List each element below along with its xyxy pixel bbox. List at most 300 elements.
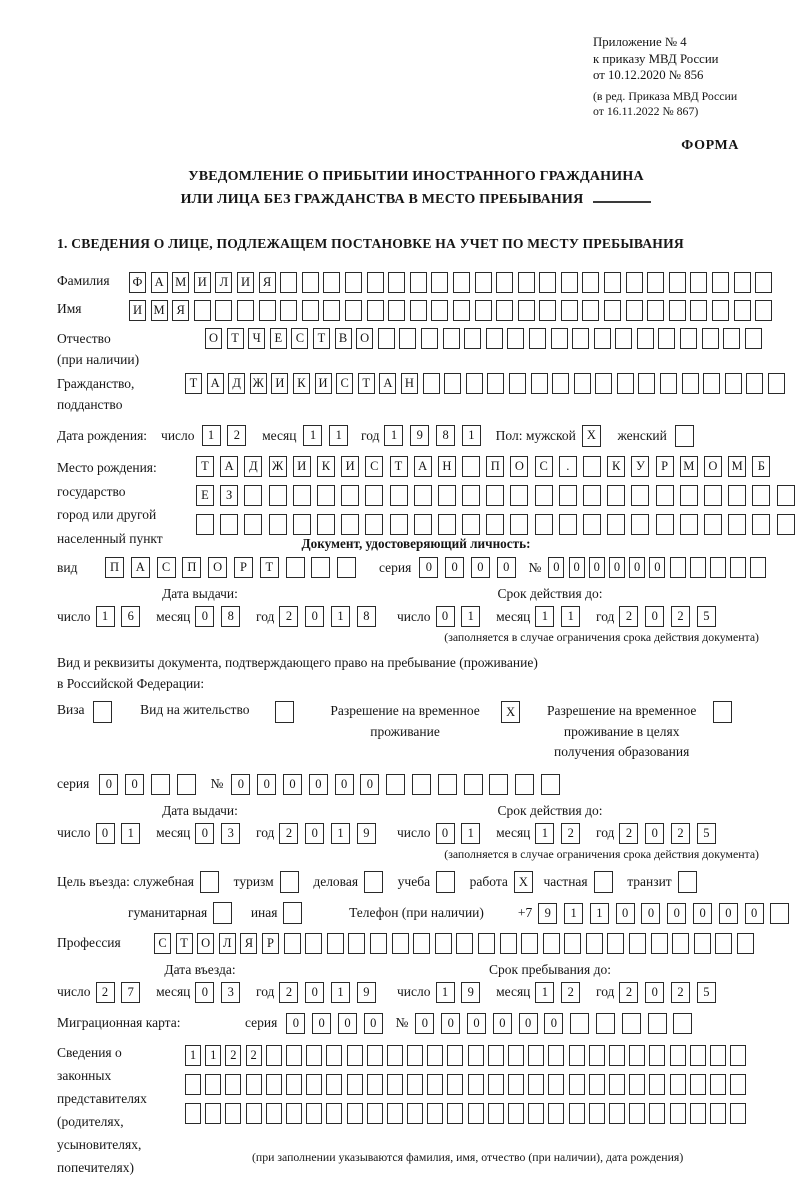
- form-cell[interactable]: [215, 300, 232, 321]
- form-cell[interactable]: [323, 300, 340, 321]
- form-cell[interactable]: 2: [619, 982, 638, 1003]
- form-cell[interactable]: [407, 1103, 423, 1124]
- form-cell[interactable]: [638, 373, 655, 394]
- form-cell[interactable]: [302, 300, 319, 321]
- form-cell[interactable]: [345, 300, 362, 321]
- form-cell[interactable]: [647, 272, 664, 293]
- form-cell[interactable]: [200, 871, 219, 893]
- form-cell[interactable]: В: [335, 328, 352, 349]
- form-cell[interactable]: [244, 514, 262, 535]
- form-cell[interactable]: М: [151, 300, 168, 321]
- form-cell[interactable]: 2: [96, 982, 115, 1003]
- form-cell[interactable]: У: [631, 456, 649, 477]
- form-cell[interactable]: О: [205, 328, 222, 349]
- form-cell[interactable]: [528, 1074, 544, 1095]
- form-cell[interactable]: С: [535, 456, 553, 477]
- form-cell[interactable]: [680, 514, 698, 535]
- form-cell[interactable]: 0: [99, 774, 118, 795]
- form-cell[interactable]: [637, 328, 654, 349]
- form-cell[interactable]: Л: [215, 272, 232, 293]
- form-cell[interactable]: [755, 300, 772, 321]
- form-cell[interactable]: Я: [240, 933, 257, 954]
- form-cell[interactable]: 2: [225, 1045, 241, 1066]
- form-cell[interactable]: [305, 933, 322, 954]
- form-cell[interactable]: 1: [462, 425, 481, 446]
- form-cell[interactable]: [594, 328, 611, 349]
- form-cell[interactable]: С: [154, 933, 171, 954]
- form-cell[interactable]: [365, 514, 383, 535]
- form-cell[interactable]: Я: [259, 272, 276, 293]
- form-cell[interactable]: [447, 1074, 463, 1095]
- form-cell[interactable]: [326, 1045, 342, 1066]
- form-cell[interactable]: [777, 485, 795, 506]
- form-cell[interactable]: [286, 1045, 302, 1066]
- form-cell[interactable]: [488, 1074, 504, 1095]
- form-cell[interactable]: 0: [305, 982, 324, 1003]
- form-cell[interactable]: [583, 485, 601, 506]
- form-cell[interactable]: М: [728, 456, 746, 477]
- form-cell[interactable]: Т: [227, 328, 244, 349]
- form-cell[interactable]: [680, 485, 698, 506]
- form-cell[interactable]: [275, 701, 294, 723]
- form-cell[interactable]: 1: [205, 1045, 221, 1066]
- form-cell[interactable]: [337, 557, 356, 578]
- form-cell[interactable]: [205, 1103, 221, 1124]
- form-cell[interactable]: [649, 1074, 665, 1095]
- form-cell[interactable]: [551, 328, 568, 349]
- form-cell[interactable]: [410, 272, 427, 293]
- form-cell[interactable]: [464, 774, 483, 795]
- form-cell[interactable]: 0: [305, 823, 324, 844]
- form-cell[interactable]: 1: [535, 606, 554, 627]
- form-cell[interactable]: О: [197, 933, 214, 954]
- form-cell[interactable]: 0: [195, 982, 214, 1003]
- form-cell[interactable]: [284, 933, 301, 954]
- form-cell[interactable]: [225, 1074, 241, 1095]
- form-cell[interactable]: [529, 328, 546, 349]
- form-cell[interactable]: 0: [419, 557, 438, 578]
- form-cell[interactable]: [347, 1103, 363, 1124]
- form-cell[interactable]: [768, 373, 785, 394]
- form-cell[interactable]: 0: [616, 903, 635, 924]
- form-cell[interactable]: [710, 1074, 726, 1095]
- form-cell[interactable]: X: [582, 425, 601, 447]
- form-cell[interactable]: 0: [338, 1013, 357, 1034]
- form-cell[interactable]: 0: [257, 774, 276, 795]
- form-cell[interactable]: .: [559, 456, 577, 477]
- form-cell[interactable]: [528, 1103, 544, 1124]
- form-cell[interactable]: 0: [283, 774, 302, 795]
- form-cell[interactable]: [407, 1045, 423, 1066]
- form-cell[interactable]: Ч: [248, 328, 265, 349]
- form-cell[interactable]: [675, 425, 694, 447]
- form-cell[interactable]: О: [208, 557, 227, 578]
- form-cell[interactable]: 0: [231, 774, 250, 795]
- form-cell[interactable]: [607, 933, 624, 954]
- form-cell[interactable]: 1: [436, 982, 455, 1003]
- form-cell[interactable]: [423, 373, 440, 394]
- form-cell[interactable]: 1: [535, 982, 554, 1003]
- form-cell[interactable]: [723, 328, 740, 349]
- form-cell[interactable]: [660, 373, 677, 394]
- form-cell[interactable]: [151, 774, 170, 795]
- form-cell[interactable]: [704, 485, 722, 506]
- form-cell[interactable]: [326, 1103, 342, 1124]
- form-cell[interactable]: 1: [590, 903, 609, 924]
- form-cell[interactable]: [365, 485, 383, 506]
- form-cell[interactable]: [347, 1074, 363, 1095]
- form-cell[interactable]: [548, 1103, 564, 1124]
- form-cell[interactable]: И: [293, 456, 311, 477]
- form-cell[interactable]: З: [220, 485, 238, 506]
- form-cell[interactable]: М: [172, 272, 189, 293]
- form-cell[interactable]: [414, 485, 432, 506]
- form-cell[interactable]: 2: [561, 982, 580, 1003]
- form-cell[interactable]: [548, 1045, 564, 1066]
- form-cell[interactable]: И: [271, 373, 288, 394]
- form-cell[interactable]: [734, 272, 751, 293]
- form-cell[interactable]: [431, 272, 448, 293]
- form-cell[interactable]: [658, 328, 675, 349]
- form-cell[interactable]: [728, 485, 746, 506]
- form-cell[interactable]: 0: [629, 557, 645, 578]
- form-cell[interactable]: Т: [313, 328, 330, 349]
- form-cell[interactable]: К: [317, 456, 335, 477]
- form-cell[interactable]: [364, 871, 383, 893]
- form-cell[interactable]: [427, 1103, 443, 1124]
- form-cell[interactable]: 1: [202, 425, 221, 446]
- form-cell[interactable]: 0: [364, 1013, 383, 1034]
- form-cell[interactable]: [604, 300, 621, 321]
- form-cell[interactable]: [561, 300, 578, 321]
- form-cell[interactable]: 0: [467, 1013, 486, 1034]
- form-cell[interactable]: 0: [441, 1013, 460, 1034]
- form-cell[interactable]: [468, 1045, 484, 1066]
- form-cell[interactable]: [225, 1103, 241, 1124]
- form-cell[interactable]: [464, 328, 481, 349]
- form-cell[interactable]: Д: [244, 456, 262, 477]
- form-cell[interactable]: [649, 1103, 665, 1124]
- form-cell[interactable]: М: [680, 456, 698, 477]
- form-cell[interactable]: [317, 514, 335, 535]
- form-cell[interactable]: [489, 774, 508, 795]
- form-cell[interactable]: [367, 1045, 383, 1066]
- form-cell[interactable]: 5: [697, 606, 716, 627]
- form-cell[interactable]: [629, 1045, 645, 1066]
- form-cell[interactable]: [323, 272, 340, 293]
- form-cell[interactable]: О: [704, 456, 722, 477]
- form-cell[interactable]: [280, 272, 297, 293]
- form-cell[interactable]: [341, 485, 359, 506]
- form-cell[interactable]: 1: [329, 425, 348, 446]
- form-cell[interactable]: Б: [752, 456, 770, 477]
- form-cell[interactable]: [431, 300, 448, 321]
- form-cell[interactable]: 1: [331, 606, 350, 627]
- form-cell[interactable]: [518, 272, 535, 293]
- form-cell[interactable]: [306, 1103, 322, 1124]
- form-cell[interactable]: [515, 774, 534, 795]
- form-cell[interactable]: [728, 514, 746, 535]
- form-cell[interactable]: [367, 1103, 383, 1124]
- form-cell[interactable]: 2: [279, 823, 298, 844]
- form-cell[interactable]: [488, 1103, 504, 1124]
- form-cell[interactable]: Т: [260, 557, 279, 578]
- form-cell[interactable]: [293, 514, 311, 535]
- form-cell[interactable]: К: [607, 456, 625, 477]
- form-cell[interactable]: 0: [445, 557, 464, 578]
- form-cell[interactable]: 0: [548, 557, 564, 578]
- form-cell[interactable]: 0: [312, 1013, 331, 1034]
- form-cell[interactable]: [672, 933, 689, 954]
- form-cell[interactable]: [508, 1074, 524, 1095]
- form-cell[interactable]: [410, 300, 427, 321]
- form-cell[interactable]: [413, 933, 430, 954]
- form-cell[interactable]: И: [237, 272, 254, 293]
- form-cell[interactable]: [438, 774, 457, 795]
- form-cell[interactable]: [286, 557, 305, 578]
- form-cell[interactable]: [656, 514, 674, 535]
- form-cell[interactable]: [713, 701, 732, 723]
- form-cell[interactable]: 2: [671, 823, 690, 844]
- form-cell[interactable]: [572, 328, 589, 349]
- form-cell[interactable]: [589, 1103, 605, 1124]
- form-cell[interactable]: [552, 373, 569, 394]
- form-cell[interactable]: А: [379, 373, 396, 394]
- form-cell[interactable]: [280, 871, 299, 893]
- form-cell[interactable]: Р: [656, 456, 674, 477]
- form-cell[interactable]: [617, 373, 634, 394]
- form-cell[interactable]: [622, 1013, 641, 1034]
- form-cell[interactable]: 8: [436, 425, 455, 446]
- form-cell[interactable]: [770, 903, 789, 924]
- form-cell[interactable]: 0: [645, 606, 664, 627]
- form-cell[interactable]: [582, 272, 599, 293]
- form-cell[interactable]: [387, 1045, 403, 1066]
- form-cell[interactable]: Т: [196, 456, 214, 477]
- form-cell[interactable]: [669, 272, 686, 293]
- form-cell[interactable]: [392, 933, 409, 954]
- form-cell[interactable]: 6: [121, 606, 140, 627]
- form-cell[interactable]: [500, 933, 517, 954]
- form-cell[interactable]: 0: [335, 774, 354, 795]
- form-cell[interactable]: [564, 933, 581, 954]
- form-cell[interactable]: 0: [645, 823, 664, 844]
- form-cell[interactable]: 1: [461, 823, 480, 844]
- form-cell[interactable]: 1: [564, 903, 583, 924]
- form-cell[interactable]: [710, 1045, 726, 1066]
- form-cell[interactable]: 0: [125, 774, 144, 795]
- form-cell[interactable]: [583, 514, 601, 535]
- form-cell[interactable]: [390, 485, 408, 506]
- form-cell[interactable]: [730, 1074, 746, 1095]
- form-cell[interactable]: 0: [493, 1013, 512, 1034]
- form-cell[interactable]: [509, 373, 526, 394]
- form-cell[interactable]: 9: [538, 903, 557, 924]
- form-cell[interactable]: X: [501, 701, 520, 723]
- form-cell[interactable]: [367, 300, 384, 321]
- form-cell[interactable]: [569, 1074, 585, 1095]
- form-cell[interactable]: [570, 1013, 589, 1034]
- form-cell[interactable]: 8: [221, 606, 240, 627]
- form-cell[interactable]: А: [220, 456, 238, 477]
- form-cell[interactable]: [710, 557, 726, 578]
- form-cell[interactable]: [528, 1045, 544, 1066]
- form-cell[interactable]: [730, 1045, 746, 1066]
- form-cell[interactable]: [306, 1074, 322, 1095]
- form-cell[interactable]: 0: [497, 557, 516, 578]
- form-cell[interactable]: [453, 272, 470, 293]
- form-cell[interactable]: [213, 902, 232, 924]
- form-cell[interactable]: 5: [697, 982, 716, 1003]
- form-cell[interactable]: [283, 902, 302, 924]
- form-cell[interactable]: [443, 328, 460, 349]
- form-cell[interactable]: [177, 774, 196, 795]
- form-cell[interactable]: [609, 1103, 625, 1124]
- form-cell[interactable]: 1: [535, 823, 554, 844]
- form-cell[interactable]: [302, 272, 319, 293]
- form-cell[interactable]: 0: [649, 557, 665, 578]
- form-cell[interactable]: 1: [561, 606, 580, 627]
- form-cell[interactable]: 1: [331, 823, 350, 844]
- form-cell[interactable]: [326, 1074, 342, 1095]
- form-cell[interactable]: И: [315, 373, 332, 394]
- form-cell[interactable]: [486, 328, 503, 349]
- form-cell[interactable]: Р: [234, 557, 253, 578]
- form-cell[interactable]: [205, 1074, 221, 1095]
- form-cell[interactable]: [678, 871, 697, 893]
- form-cell[interactable]: [286, 1074, 302, 1095]
- form-cell[interactable]: [496, 272, 513, 293]
- form-cell[interactable]: 1: [121, 823, 140, 844]
- form-cell[interactable]: [569, 1045, 585, 1066]
- form-cell[interactable]: [559, 514, 577, 535]
- form-cell[interactable]: И: [129, 300, 146, 321]
- form-cell[interactable]: 0: [309, 774, 328, 795]
- form-cell[interactable]: [345, 272, 362, 293]
- form-cell[interactable]: 0: [436, 606, 455, 627]
- form-cell[interactable]: [327, 933, 344, 954]
- form-cell[interactable]: [347, 1045, 363, 1066]
- form-cell[interactable]: 0: [471, 557, 490, 578]
- form-cell[interactable]: 0: [305, 606, 324, 627]
- form-cell[interactable]: [626, 272, 643, 293]
- form-cell[interactable]: [631, 485, 649, 506]
- form-cell[interactable]: П: [486, 456, 504, 477]
- form-cell[interactable]: [466, 373, 483, 394]
- form-cell[interactable]: 0: [519, 1013, 538, 1034]
- form-cell[interactable]: 0: [96, 823, 115, 844]
- form-cell[interactable]: [246, 1103, 262, 1124]
- form-cell[interactable]: [488, 1045, 504, 1066]
- form-cell[interactable]: Д: [228, 373, 245, 394]
- form-cell[interactable]: [306, 1045, 322, 1066]
- form-cell[interactable]: [266, 1103, 282, 1124]
- form-cell[interactable]: [589, 1074, 605, 1095]
- form-cell[interactable]: Т: [176, 933, 193, 954]
- form-cell[interactable]: 0: [195, 823, 214, 844]
- form-cell[interactable]: [387, 1074, 403, 1095]
- form-cell[interactable]: [609, 1074, 625, 1095]
- form-cell[interactable]: 0: [745, 903, 764, 924]
- form-cell[interactable]: 1: [384, 425, 403, 446]
- form-cell[interactable]: [185, 1103, 201, 1124]
- form-cell[interactable]: 2: [619, 606, 638, 627]
- form-cell[interactable]: [730, 1103, 746, 1124]
- form-cell[interactable]: [293, 485, 311, 506]
- form-cell[interactable]: 1: [185, 1045, 201, 1066]
- form-cell[interactable]: [626, 300, 643, 321]
- form-cell[interactable]: [468, 1103, 484, 1124]
- form-cell[interactable]: 0: [360, 774, 379, 795]
- form-cell[interactable]: [93, 701, 112, 723]
- form-cell[interactable]: [539, 272, 556, 293]
- form-cell[interactable]: 0: [569, 557, 585, 578]
- form-cell[interactable]: [541, 774, 560, 795]
- form-cell[interactable]: [508, 1045, 524, 1066]
- form-cell[interactable]: [462, 514, 480, 535]
- form-cell[interactable]: [220, 514, 238, 535]
- form-cell[interactable]: [468, 1074, 484, 1095]
- form-cell[interactable]: [680, 328, 697, 349]
- form-cell[interactable]: [670, 1074, 686, 1095]
- form-cell[interactable]: П: [182, 557, 201, 578]
- form-cell[interactable]: [444, 373, 461, 394]
- form-cell[interactable]: 3: [221, 823, 240, 844]
- form-cell[interactable]: С: [336, 373, 353, 394]
- form-cell[interactable]: Л: [219, 933, 236, 954]
- form-cell[interactable]: И: [341, 456, 359, 477]
- form-cell[interactable]: [387, 1103, 403, 1124]
- form-cell[interactable]: Е: [196, 485, 214, 506]
- form-cell[interactable]: 5: [697, 823, 716, 844]
- form-cell[interactable]: [725, 373, 742, 394]
- form-cell[interactable]: [730, 557, 746, 578]
- form-cell[interactable]: [670, 1045, 686, 1066]
- form-cell[interactable]: [507, 328, 524, 349]
- form-cell[interactable]: [595, 373, 612, 394]
- form-cell[interactable]: [648, 1013, 667, 1034]
- form-cell[interactable]: Н: [401, 373, 418, 394]
- form-cell[interactable]: 0: [589, 557, 605, 578]
- form-cell[interactable]: [427, 1074, 443, 1095]
- form-cell[interactable]: [447, 1103, 463, 1124]
- form-cell[interactable]: [266, 1074, 282, 1095]
- form-cell[interactable]: [453, 300, 470, 321]
- form-cell[interactable]: [185, 1074, 201, 1095]
- form-cell[interactable]: И: [194, 272, 211, 293]
- form-cell[interactable]: [269, 514, 287, 535]
- form-cell[interactable]: [582, 300, 599, 321]
- form-cell[interactable]: 3: [221, 982, 240, 1003]
- form-cell[interactable]: [589, 1045, 605, 1066]
- form-cell[interactable]: 1: [96, 606, 115, 627]
- form-cell[interactable]: 2: [561, 823, 580, 844]
- form-cell[interactable]: [531, 373, 548, 394]
- form-cell[interactable]: [259, 300, 276, 321]
- form-cell[interactable]: [399, 328, 416, 349]
- form-cell[interactable]: [487, 373, 504, 394]
- form-cell[interactable]: [539, 300, 556, 321]
- form-cell[interactable]: 9: [410, 425, 429, 446]
- form-cell[interactable]: [518, 300, 535, 321]
- form-cell[interactable]: [569, 1103, 585, 1124]
- form-cell[interactable]: [194, 300, 211, 321]
- form-cell[interactable]: [510, 485, 528, 506]
- form-cell[interactable]: [478, 933, 495, 954]
- form-cell[interactable]: [690, 1074, 706, 1095]
- form-cell[interactable]: [378, 328, 395, 349]
- form-cell[interactable]: [712, 300, 729, 321]
